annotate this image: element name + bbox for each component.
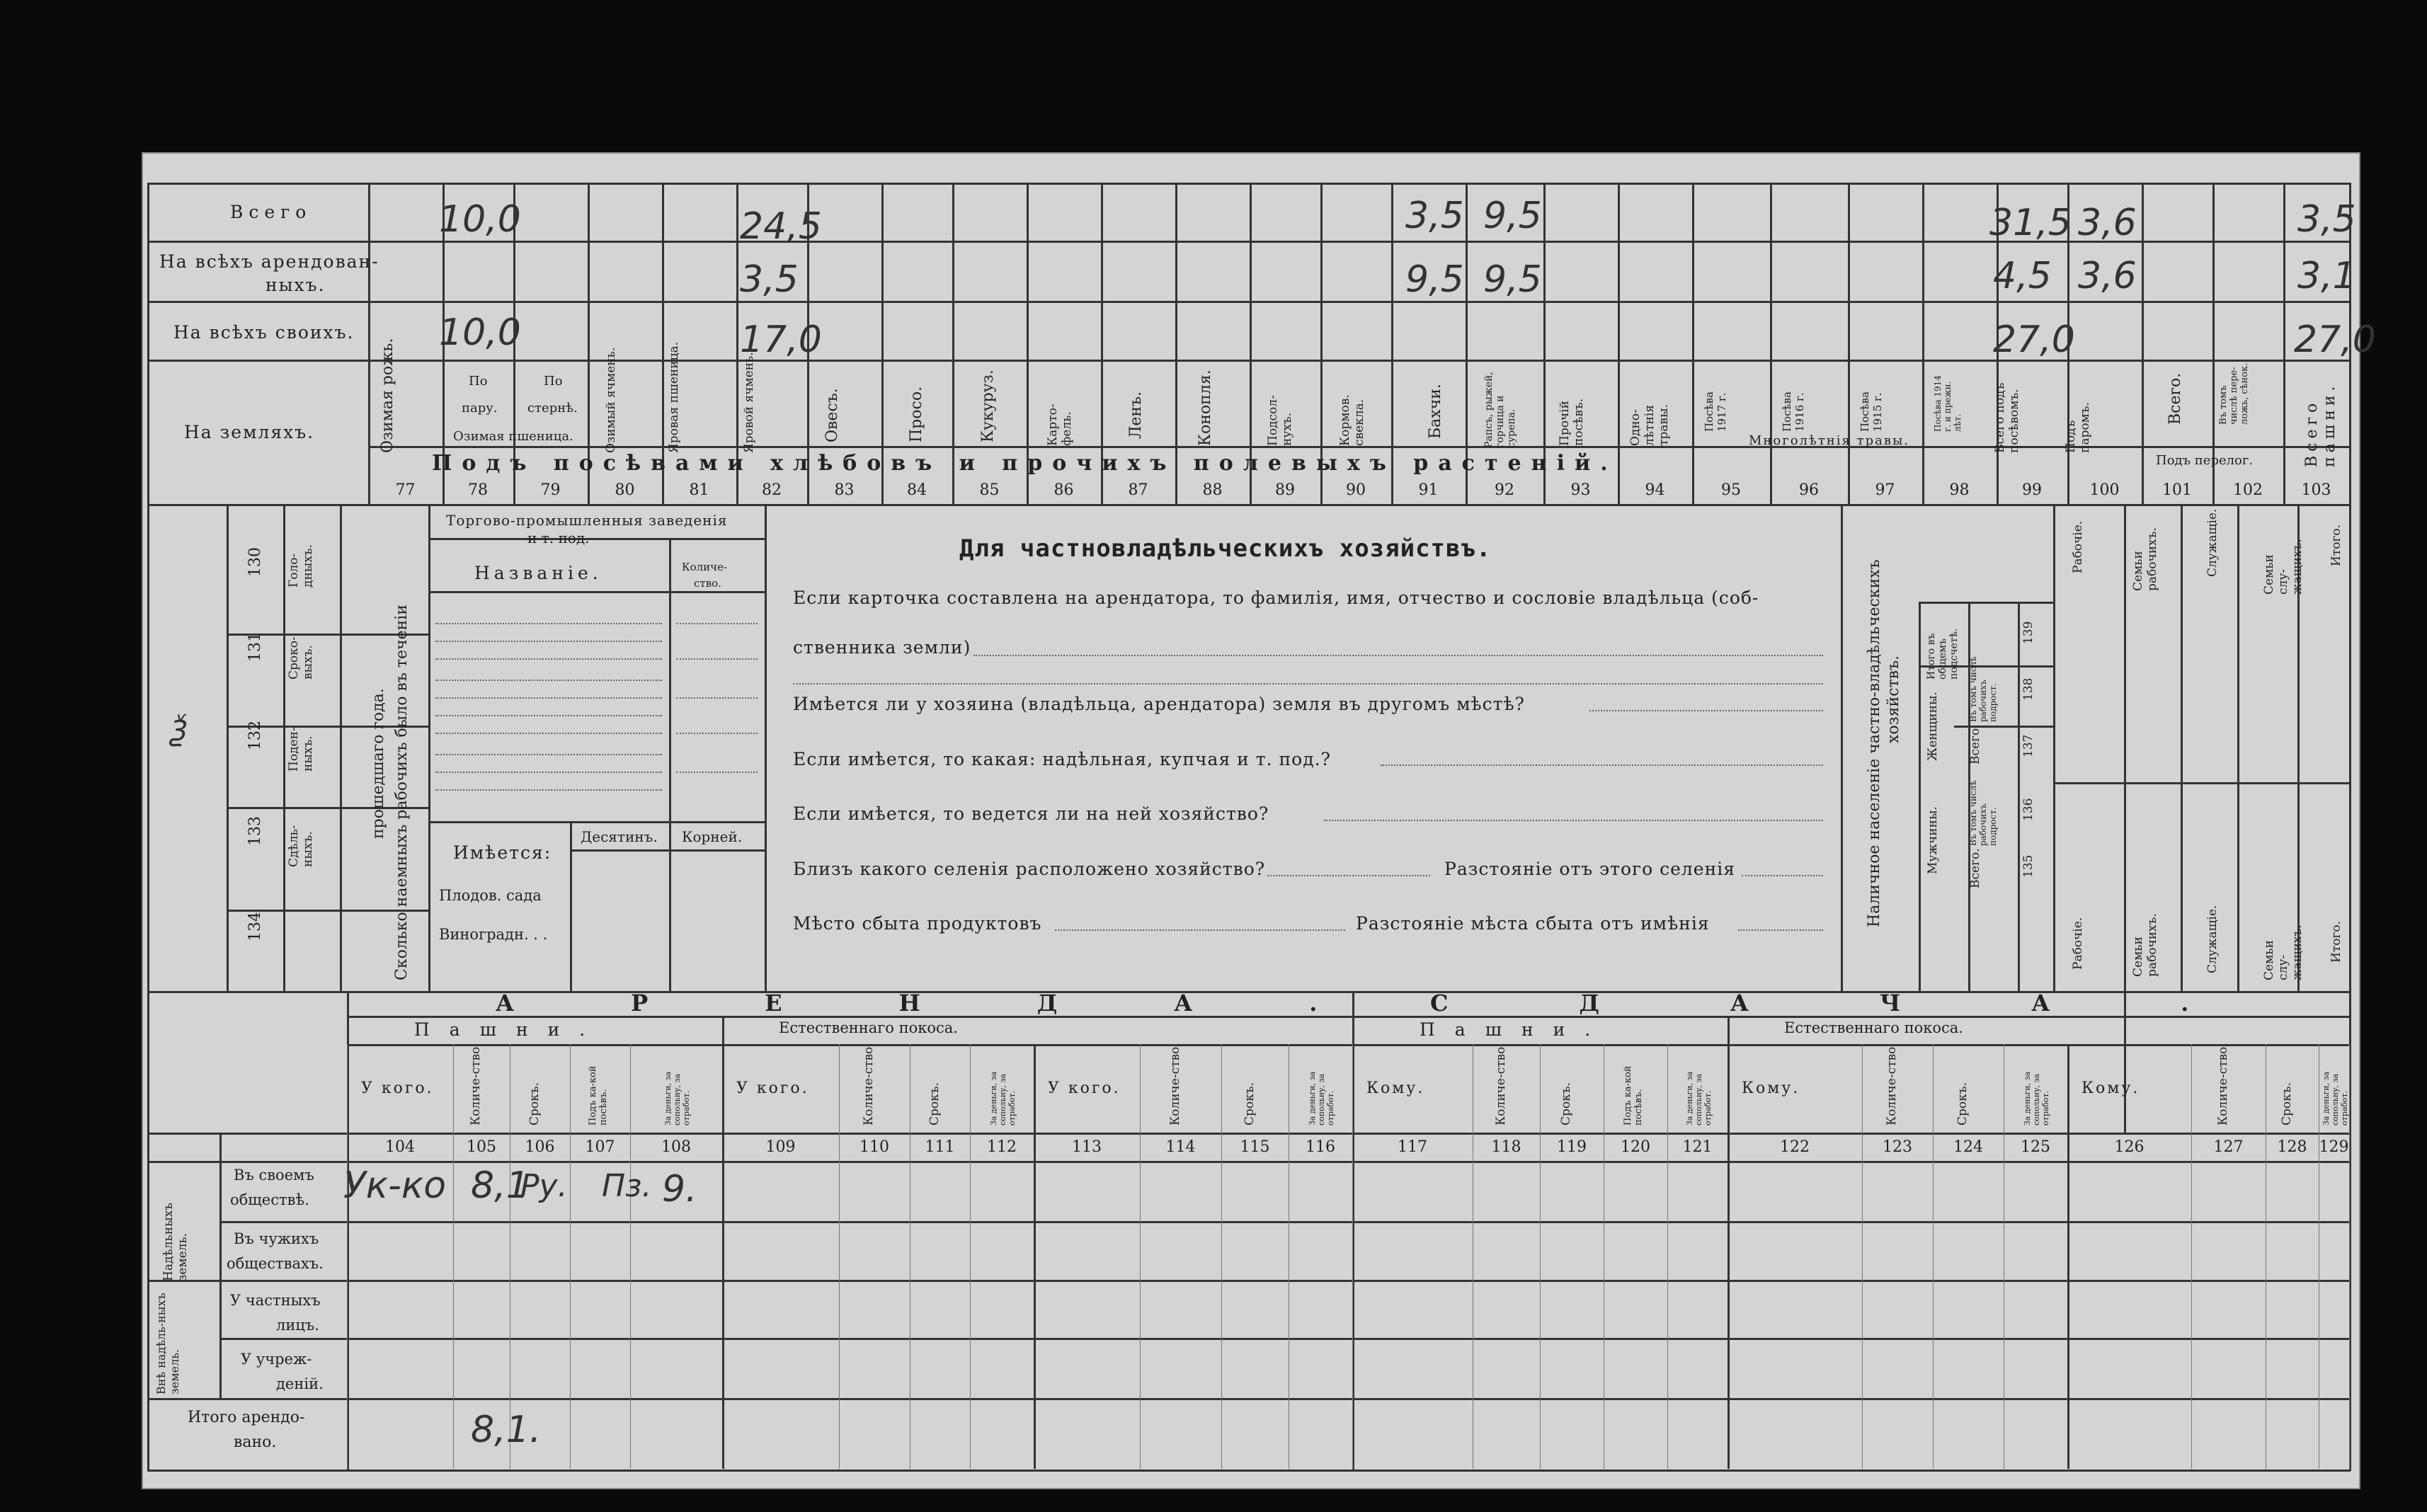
col-number-92: 92 <box>1495 481 1514 499</box>
hdr-posev-1916: Посѣва 1916 г. <box>1781 391 1806 432</box>
grid-line <box>147 183 2351 185</box>
dotted-line <box>435 680 662 681</box>
hdr-posev-1914: Посѣва 1914 г. и прежн. лѣт. <box>1933 375 1963 432</box>
hdr-po-sterne: По <box>544 374 563 389</box>
lbl-itogo-top: Итого. <box>2329 524 2343 566</box>
hdr-oves: Овесъ. <box>823 388 841 442</box>
answer-line <box>1742 875 1823 876</box>
lbl-nadelnykh: Надѣльныхъ земель. <box>161 1203 190 1281</box>
col-number-120: 120 <box>1621 1138 1650 1156</box>
grid-line <box>147 1161 2351 1163</box>
col-number-127: 127 <box>2213 1138 2244 1156</box>
hdr-len: Ленъ. <box>1127 391 1145 439</box>
hdr-vsego-pashni: Всего пашни. <box>2303 382 2339 467</box>
lbl-u-uchrezh: У учреж- <box>241 1351 312 1368</box>
hdr-mnogoletnie: Многолѣтнiя травы. <box>1749 433 1910 448</box>
hdr-po-paru-2: пару. <box>462 401 498 416</box>
col-number-129: 129 <box>2319 1138 2349 1156</box>
lbl-kolichestvo: Количе- <box>682 561 728 573</box>
grid-line <box>1919 602 1921 991</box>
hdr-posev-1915: Посѣва 1915 г. <box>1858 391 1884 432</box>
grid-line <box>570 821 572 991</box>
lbl-vne-nadelnykh: Внѣ надѣль-ныхъ земель. <box>154 1293 181 1394</box>
grid-line <box>1728 1016 1730 1469</box>
lbl-itogo-bot: Итого. <box>2329 920 2343 963</box>
answer-line <box>1738 929 1823 931</box>
hw-margin-mark: Ѯ <box>170 715 188 748</box>
bottom-hdr-srok: Срокъ. <box>1559 1082 1573 1126</box>
col-number-83: 83 <box>834 481 855 499</box>
col-number-126: 126 <box>2114 1138 2145 1156</box>
hdr-raps: Рапсъ, рыжей, горчица и сурепа. <box>1483 372 1517 448</box>
grid-line <box>1770 183 1772 504</box>
lbl-kolichestvo-2: ство. <box>694 577 721 590</box>
hw-svoikh-rozh: 10,0 <box>439 311 521 354</box>
dotted-line <box>676 623 758 624</box>
lbl-itogo-arendovano-2: вано. <box>234 1433 277 1451</box>
answer-line <box>1267 875 1430 876</box>
bottom-hdr-kolich: Количе-ство. <box>862 1043 876 1126</box>
hdr-posev-1917: Посѣва 1917 г. <box>1703 391 1728 432</box>
bottom-hdr-komu: Кому. <box>1366 1079 1425 1097</box>
lbl-pashni-sdacha: Пашни. <box>1420 1019 1611 1040</box>
hw-arend-raps: 9,5 <box>1483 258 1542 301</box>
grid-line <box>2124 504 2126 991</box>
lbl-pashni-arenda: Пашни. <box>414 1019 605 1040</box>
col-number-77: 77 <box>395 481 416 499</box>
col-number-80: 80 <box>615 481 635 499</box>
bottom-hdr-srok: Срокъ. <box>927 1082 942 1126</box>
grid-line <box>147 183 149 1471</box>
col-number-78: 78 <box>468 481 488 499</box>
grid-line <box>219 1338 2349 1340</box>
row-label-arend-2: ныхъ. <box>265 275 326 295</box>
hw-pod-kakoi: Пз. <box>602 1168 652 1204</box>
row-label-svoikh: На всѣхъ своихъ. <box>173 322 355 343</box>
grid-line <box>1034 1044 1036 1469</box>
bottom-hdr-kolich: Количе-ство. <box>1167 1043 1182 1126</box>
col-number-85: 85 <box>979 481 1000 499</box>
lbl-semi-sluzh-bot: Семьи слу-жащихъ. <box>2262 924 2305 980</box>
lbl-nalichnoe: Наличное населенiе частно-владѣльческихъ <box>1866 559 1883 927</box>
bottom-hdr-komu: Кому. <box>1742 1079 1800 1097</box>
col-number-102: 102 <box>2233 481 2263 499</box>
q-rasstoyanie-sbyta: Разстоянiе мѣста сбыта отъ имѣнiя <box>1356 913 1710 934</box>
lbl-vsego-zh: Всего. <box>1968 724 1982 764</box>
bottom-hdr-za-dengi: За деньги, за сопольну, за отработ. <box>2023 1071 2050 1126</box>
grid-line <box>368 446 2351 448</box>
hdr-prochii-posev: Прочiй посѣвъ. <box>1558 398 1586 446</box>
dotted-line <box>676 772 758 773</box>
lbl-srokovykh: Сроко-выхъ. <box>287 636 315 680</box>
hw-za-dengi: 9. <box>662 1168 697 1210</box>
hdr-ozimaya-rozh: Озимая рожь. <box>379 338 396 453</box>
grid-line <box>2349 1044 2350 1469</box>
lbl-muzhchiny: Мужчины. <box>1926 806 1940 874</box>
grid-line <box>347 1044 348 1469</box>
grid-line <box>2283 183 2285 504</box>
lbl-num-131: 131 <box>246 632 264 662</box>
col-number-99: 99 <box>2022 481 2042 499</box>
lbl-nazvanie: Названiе. <box>474 563 603 583</box>
lbl-rabochie-bot: Рабочiе. <box>2071 917 2085 970</box>
hdr-v-tom-chisle-perelog: Въ томъ числѣ пере-ложь, сѣнок. <box>2218 362 2250 425</box>
grid-line <box>283 504 285 991</box>
lbl-num-133: 133 <box>246 816 264 846</box>
grid-line <box>453 1044 454 1469</box>
grid-line <box>1618 183 1620 504</box>
dotted-line <box>435 789 662 791</box>
col-number-107: 107 <box>585 1138 615 1156</box>
bottom-hdr-srok: Срокъ. <box>2279 1082 2294 1126</box>
col-number-97: 97 <box>1875 481 1895 499</box>
col-number-91: 91 <box>1418 481 1439 499</box>
col-number-114: 114 <box>1165 1138 1196 1156</box>
hw-u-kogo: Ук-ко <box>343 1164 447 1207</box>
hw-arend-par: 3,6 <box>2078 255 2137 297</box>
hw-srok: Ру. <box>520 1168 568 1204</box>
grid-line <box>147 504 2351 506</box>
grid-line <box>1848 183 1850 504</box>
dotted-line <box>435 697 662 699</box>
hw-vsego-bakhchi: 3,5 <box>1405 195 1464 237</box>
grid-line <box>219 1133 222 1399</box>
hw-vsego-pashni: 3,5 <box>2297 198 2356 241</box>
hw-svoikh-total: 27,0 <box>1993 319 2075 361</box>
hdr-podsolnukh: Подсол-нухъ. <box>1266 395 1294 446</box>
lbl-num-134: 134 <box>246 912 264 941</box>
grid-line <box>428 538 765 540</box>
banner-pod-posevami: Подъ посѣвами хлѣбовъ и прочихъ полевыхъ растенiй. <box>432 451 1618 476</box>
answer-line <box>1589 710 1823 711</box>
bottom-hdr-komu: Кому. <box>2081 1079 2140 1097</box>
lbl-desyatin: Десятинъ. <box>581 828 658 845</box>
col-number-125: 125 <box>2021 1138 2050 1156</box>
col-number-89: 89 <box>1275 481 1295 499</box>
bottom-hdr-za-dengi: За деньги, за сопольну, за отработ. <box>989 1071 1017 1126</box>
hw-kolichestvo: 8,1 <box>471 1164 530 1207</box>
lbl-sdelnykh: Сдѣль-ныхъ. <box>287 825 315 867</box>
col-number-128: 128 <box>2277 1138 2307 1156</box>
grid-line <box>2053 504 2055 991</box>
col-number-79: 79 <box>540 481 561 499</box>
dotted-line <box>676 733 758 734</box>
grid-line <box>970 1044 971 1469</box>
bottom-hdr-u-kogo: У кого. <box>1048 1079 1121 1097</box>
grid-line <box>1692 183 1694 504</box>
col-number-103: 103 <box>2301 481 2331 499</box>
hw-vsego-rozh: 10,0 <box>439 198 521 241</box>
hw-svoikh-yachmen: 17,0 <box>740 319 822 361</box>
lbl-u-chastnykh: У частныхъ <box>230 1292 321 1309</box>
q-sobstvennik: ственника земли) <box>793 637 971 658</box>
hw-itogo: 8,1. <box>471 1409 542 1451</box>
dotted-line <box>676 658 758 660</box>
col-number-113: 113 <box>1072 1138 1102 1156</box>
lbl-135: 135 <box>2021 854 2035 878</box>
col-number-122: 122 <box>1780 1138 1810 1156</box>
dotted-line <box>676 697 758 699</box>
lbl-sluzhashchie-bot: Служащiе. <box>2205 905 2220 973</box>
lbl-plodov-sada: Плодов. сада <box>439 887 542 904</box>
col-number-104: 104 <box>385 1138 415 1156</box>
col-number-124: 124 <box>1953 1138 1983 1156</box>
q-bliz-seleniya: Близъ какого селенiя расположено хозяйство? <box>793 859 1266 879</box>
bottom-hdr-srok: Срокъ. <box>527 1082 542 1126</box>
dotted-line <box>435 772 662 773</box>
lbl-vinogradn: Виноградн. . . <box>439 926 548 943</box>
lbl-sluzhashchie-top: Служащiе. <box>2205 508 2220 577</box>
q-kartochka: Если карточка составлена на арендатора, то фамилiя, имя, отчество и сословiе владѣльца (соб- <box>793 588 1759 608</box>
hdr-kartofel: Карто-фель. <box>1046 403 1074 446</box>
lbl-estestv-arenda: Естественнаго покоса. <box>779 1019 958 1036</box>
lbl-torg-title: Торгово-промышленныя заведенiя <box>446 512 728 529</box>
bottom-hdr-u-kogo: У кого. <box>361 1079 434 1097</box>
grid-line <box>1862 1044 1863 1469</box>
lbl-semi-sluzh-top: Семьи слу-жащихъ. <box>2262 539 2305 595</box>
grid-line <box>368 183 370 504</box>
col-number-81: 81 <box>689 481 709 499</box>
hw-arend-bakhchi: 9,5 <box>1405 258 1464 301</box>
col-number-87: 87 <box>1128 481 1148 499</box>
lbl-rabochie-top: Рабочiе. <box>2071 520 2085 573</box>
row-label-na-zemlyakh: На земляхъ. <box>184 422 315 442</box>
q-vedetsya: Если имѣется, то ведется ли на ней хозяйство? <box>793 803 1269 824</box>
hw-vsego-par: 3,6 <box>2078 202 2137 244</box>
col-number-111: 111 <box>925 1138 955 1156</box>
col-number-90: 90 <box>1346 481 1366 499</box>
grid-line <box>227 504 229 991</box>
col-number-93: 93 <box>1570 481 1591 499</box>
col-number-82: 82 <box>762 481 782 499</box>
hdr-odnoletnie: Одно-лѣтнiя травы. <box>1628 404 1671 446</box>
lbl-138: 138 <box>2021 677 2035 701</box>
grid-line <box>428 591 765 593</box>
hdr-pod-parom: Подъ паромъ. <box>2064 401 2092 453</box>
lbl-semi-rabochikh-top: Семьи рабочихъ. <box>2131 527 2159 591</box>
answer-line <box>1381 764 1823 766</box>
col-number-84: 84 <box>907 481 927 499</box>
col-number-121: 121 <box>1682 1138 1713 1156</box>
col-number-94: 94 <box>1645 481 1665 499</box>
bottom-hdr-kolich: Количе-ство. <box>1885 1043 1899 1126</box>
col-number-101: 101 <box>2162 481 2192 499</box>
lbl-vsego-m: Всего. <box>1968 848 1982 888</box>
hdr-konoplya: Конопля. <box>1197 370 1214 446</box>
grid-line <box>147 301 2351 303</box>
bottom-hdr-kolich: Количе-ство. <box>469 1043 483 1126</box>
banner-arenda: АРЕНДА. <box>496 990 1434 1016</box>
col-number-110: 110 <box>860 1138 889 1156</box>
lbl-torg-title-2: и т. под. <box>527 529 590 546</box>
center-title: Для частновладѣльческихъ хозяйствъ. <box>959 534 1492 563</box>
hdr-po-sterne-2: стернѣ. <box>527 401 578 416</box>
hdr-vsego-pod-posevom: Всего подъ посѣвомъ. <box>1993 382 2021 453</box>
hdr-yarovoi-yachmen: Яровой ячмень. <box>742 352 756 453</box>
lbl-137: 137 <box>2021 734 2035 757</box>
grid-line <box>2018 602 2020 991</box>
row-label-arend: На всѣхъ арендован- <box>159 251 379 272</box>
col-number-96: 96 <box>1799 481 1819 499</box>
col-number-118: 118 <box>1491 1138 1521 1156</box>
q-mesto-sbyta: Мѣсто сбыта продуктовъ <box>793 913 1042 934</box>
grid-line <box>669 538 671 991</box>
col-number-119: 119 <box>1557 1138 1587 1156</box>
bottom-hdr-za-dengi: За деньги, за сопольну, за отработ. <box>2321 1071 2349 1126</box>
dotted-line <box>435 623 662 624</box>
grid-line <box>570 849 765 852</box>
grid-line <box>2053 782 2349 784</box>
col-number-105: 105 <box>467 1138 496 1156</box>
hdr-ozimyi-yachmen: Озимый ячмень. <box>604 347 618 453</box>
col-number-95: 95 <box>1721 481 1741 499</box>
lbl-skolko-naemnykh: Сколько наемныхъ рабочихъ было въ теченiи <box>393 604 411 980</box>
banner-sdacha: СДАЧА. <box>1430 990 2320 1016</box>
grid-line <box>2181 504 2183 991</box>
hw-vsego-yachmen: 24,5 <box>740 205 822 248</box>
lbl-godovykh: Голо-дныхъ. <box>287 544 315 588</box>
q-zemlya-v-drugom: Имѣется ли у хозяина (владѣльца, арендатора) земля въ другомъ мѣстѣ? <box>793 694 1525 714</box>
grid-line <box>1140 1044 1141 1469</box>
bottom-hdr-za-dengi: За деньги, за сопольну, за отработ. <box>1684 1071 1713 1126</box>
bottom-hdr-u-kogo: У кого. <box>736 1079 809 1097</box>
grid-line <box>839 1044 840 1469</box>
bottom-hdr-srok: Срокъ. <box>1955 1082 1970 1126</box>
hdr-yarovaya-pshenica: Яровая пшеница. <box>667 341 681 453</box>
hdr-proso: Просо. <box>908 386 925 442</box>
bottom-hdr-za-dengi: За деньги, за сопольну, за отработ. <box>663 1071 691 1126</box>
lbl-kornei: Корней. <box>682 828 743 845</box>
hdr-kukuruza: Кукуруз. <box>979 370 997 442</box>
hw-vsego-raps: 9,5 <box>1483 195 1542 237</box>
grid-line <box>1667 1044 1668 1469</box>
lbl-136: 136 <box>2021 798 2035 821</box>
grid-line <box>2237 504 2239 991</box>
grid-line <box>147 1280 2351 1282</box>
lbl-139: 139 <box>2021 621 2035 644</box>
grid-line <box>570 1044 571 1469</box>
answer-line <box>1055 929 1345 931</box>
lbl-zhenshchiny: Женщины. <box>1926 692 1940 761</box>
grid-line <box>428 821 765 823</box>
dotted-line <box>435 754 662 755</box>
col-number-88: 88 <box>1202 481 1223 499</box>
answer-line <box>973 655 1823 656</box>
lbl-v-chuzhikh: Въ чужихъ <box>234 1230 319 1247</box>
lbl-podennykh: Поден-ныхъ. <box>287 727 315 772</box>
lbl-num-132: 132 <box>246 721 264 750</box>
grid-line <box>1221 1044 1222 1469</box>
lbl-v-chuzhikh-2: обществахъ. <box>227 1255 324 1272</box>
dotted-line <box>435 641 662 642</box>
lbl-num-130: 130 <box>246 547 264 577</box>
lbl-v-svoem: Въ своемъ <box>234 1167 314 1184</box>
grid-line <box>722 1016 724 1469</box>
dotted-line <box>435 733 662 734</box>
lbl-u-chastnykh-2: лицъ. <box>276 1317 319 1334</box>
grid-line <box>1352 1044 1353 1469</box>
lbl-semi-rabochikh-bot: Семьи рабочихъ. <box>2131 913 2159 977</box>
hw-vsego-total: 31,5 <box>1989 202 2072 244</box>
grid-line <box>2067 1044 2069 1469</box>
lbl-imeetsya: Имѣется: <box>453 842 552 863</box>
grid-line <box>219 1221 2349 1223</box>
lbl-itogo-obshee: Итого въ общемъ подсчетѣ. <box>1926 628 1960 680</box>
hdr-bakhchi: Бахчи. <box>1427 384 1444 439</box>
lbl-u-uchrezh-2: денiй. <box>276 1375 324 1392</box>
hw-arend-pashni: 3,1 <box>2297 255 2356 297</box>
answer-line <box>1324 820 1823 821</box>
grid-line <box>147 1398 2351 1400</box>
dotted-line <box>435 658 662 660</box>
grid-line <box>765 504 767 991</box>
answer-line <box>793 683 1823 685</box>
bottom-hdr-pod-kakoi: Подъ ка-кой посѣвъ. <box>587 1065 609 1126</box>
col-number-112: 112 <box>987 1138 1017 1156</box>
col-number-115: 115 <box>1240 1138 1270 1156</box>
lbl-v-svoem-2: обществѣ. <box>230 1191 309 1208</box>
hw-arend-total: 4,5 <box>1993 255 2052 297</box>
lbl-v-tom-chisle-m: Въ томъ числѣ рабочихъ подрост. <box>1968 780 1998 846</box>
hdr-ozimaya-pshenica: Озимая пшеница. <box>453 429 573 444</box>
lbl-v-tom-chisle-zh: Въ томъ числѣ рабочихъ подрост. <box>1968 656 1998 722</box>
grid-line <box>340 504 342 991</box>
bottom-hdr-kolich: Количе-ство. <box>1493 1043 1508 1126</box>
col-number-98: 98 <box>1949 481 1970 499</box>
q-kakaya: Если имѣется, то какая: надѣльная, купчая и т. под.? <box>793 749 1331 769</box>
hdr-perelog-vsego: Всего. <box>2166 372 2184 425</box>
lbl-estestv-sdacha: Естественнаго покоса. <box>1784 1019 1963 1036</box>
col-number-86: 86 <box>1053 481 1074 499</box>
dotted-line <box>435 715 662 716</box>
bottom-hdr-kolich: Количе-ство. <box>2215 1043 2230 1126</box>
col-number-106: 106 <box>525 1138 555 1156</box>
lbl-proshedshego-goda: прошедшаго года. <box>370 688 387 839</box>
col-number-108: 108 <box>661 1138 691 1156</box>
grid-line <box>2142 183 2144 504</box>
grid-line <box>147 1470 2351 1472</box>
bottom-hdr-pod-kakoi: Подъ ка-кой посѣвъ. <box>1623 1065 1644 1126</box>
lbl-khozyaistv: хозяйствъ. <box>1885 655 1902 743</box>
grid-line <box>147 1133 2351 1135</box>
hdr-pod-perelog: Подъ перелог. <box>2156 453 2254 468</box>
grid-line <box>2191 1044 2192 1469</box>
hdr-kormov-svekla: Кормов. свекла. <box>1338 394 1366 446</box>
grid-line <box>428 504 430 991</box>
hdr-po-paru: По <box>469 374 488 389</box>
col-number-117: 117 <box>1398 1138 1427 1156</box>
col-number-100: 100 <box>2089 481 2120 499</box>
q-rasstoyanie-seleniya: Разстоянiе отъ этого селенiя <box>1444 859 1736 879</box>
grid-line <box>1540 1044 1541 1469</box>
grid-line <box>1841 504 1843 991</box>
hw-arend-yachmen: 3,5 <box>740 258 799 301</box>
col-number-116: 116 <box>1306 1138 1335 1156</box>
bottom-hdr-srok: Срокъ. <box>1242 1082 1257 1126</box>
bottom-hdr-za-dengi: За деньги, за сопольну, за отработ. <box>1308 1071 1335 1126</box>
col-number-109: 109 <box>765 1138 796 1156</box>
grid-line <box>630 1044 631 1469</box>
lbl-itogo-arendovano: Итого арендо- <box>188 1409 305 1426</box>
grid-line <box>1922 183 1924 504</box>
grid-line <box>1933 1044 1934 1469</box>
hw-svoikh-pashni: 27,0 <box>2294 319 2376 361</box>
row-label-vsego: Всего <box>230 202 312 222</box>
col-number-123: 123 <box>1883 1138 1912 1156</box>
